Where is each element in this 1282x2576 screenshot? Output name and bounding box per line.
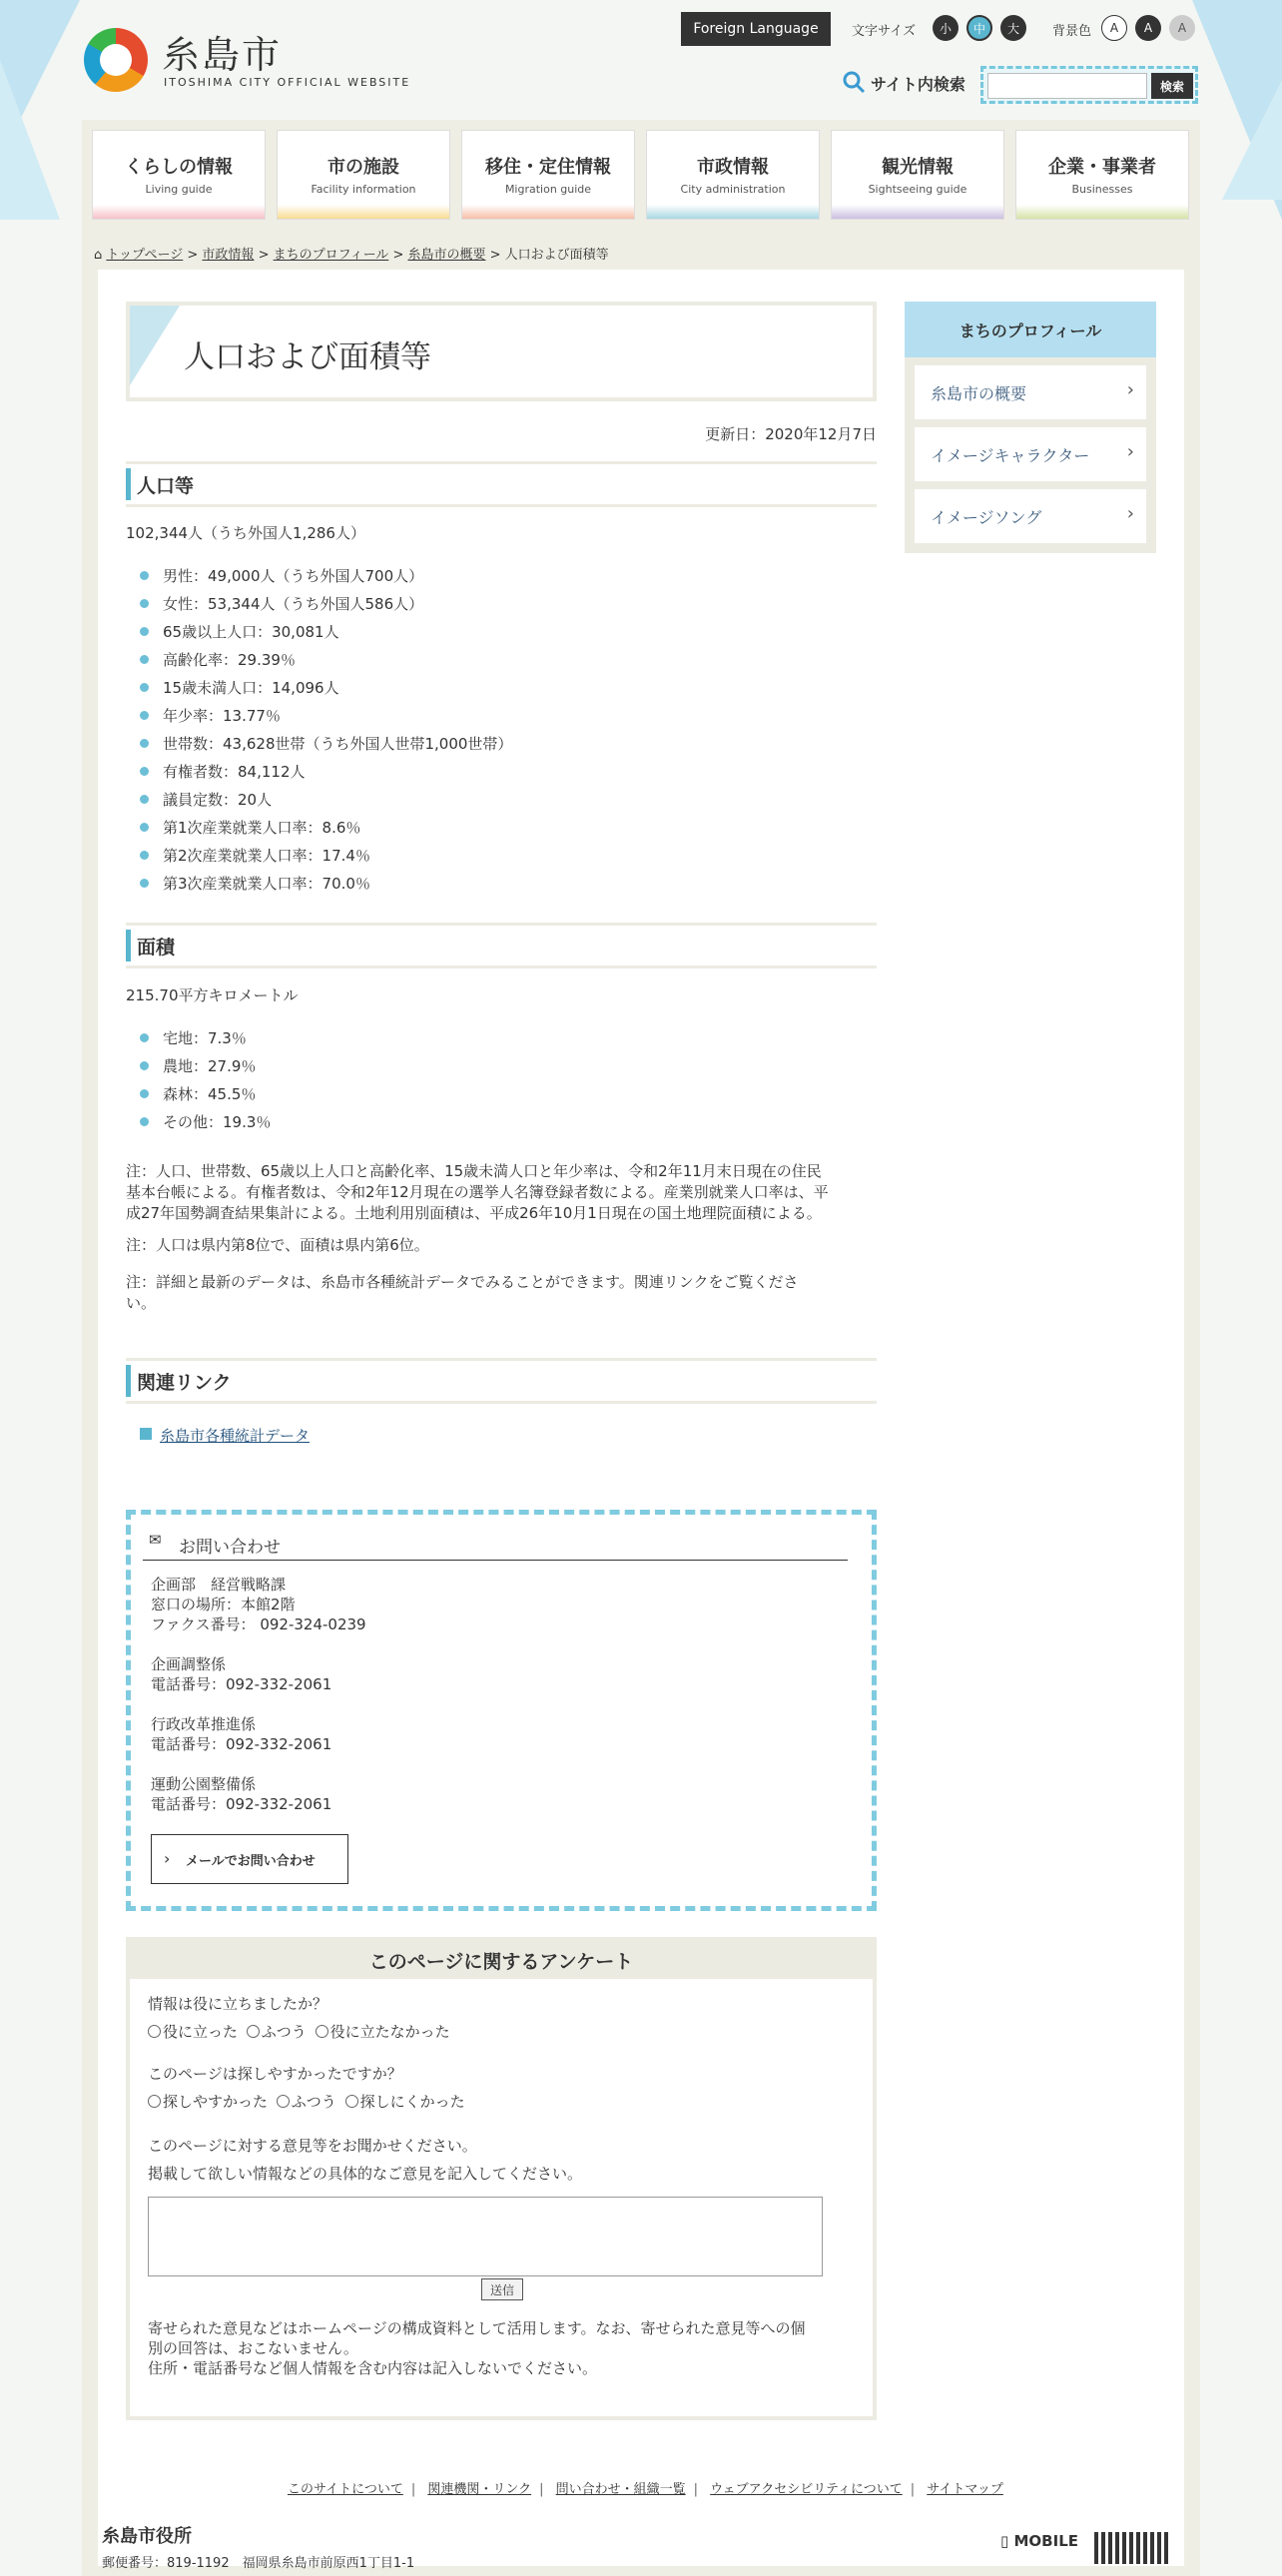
- heading-accent-bar: [126, 930, 131, 962]
- footer-link-related[interactable]: 関連機関・リンク: [427, 2482, 532, 2497]
- list-item: [140, 620, 339, 642]
- bullet-icon: [140, 879, 149, 888]
- footer-link-about[interactable]: このサイトについて: [288, 2482, 403, 2497]
- bullet-icon: [140, 1061, 149, 1070]
- area-total: 215.70平方キロメートル: [126, 986, 299, 1004]
- mail-icon: ✉: [149, 1531, 162, 1549]
- footer-link-sitemap[interactable]: サイトマップ: [927, 2482, 1003, 2497]
- site-title[interactable]: 糸島市: [162, 33, 283, 77]
- nav-sublabel: Living guide: [145, 183, 213, 196]
- bullet-icon: [140, 767, 149, 776]
- bullet-icon: [140, 823, 149, 832]
- nav-businesses[interactable]: [1015, 130, 1189, 220]
- note-1-line: 成27年国勢調査結果集計による。土地利用別面積は、平成26年10月1日現在の国土地理院面積による。: [126, 1204, 822, 1222]
- nav-color-band: [832, 205, 1003, 219]
- mobile-text: MOBILE: [1013, 2532, 1078, 2550]
- section-heading-population: [126, 461, 877, 507]
- survey-q1-option[interactable]: [148, 2021, 238, 2042]
- site-search-label: サイト内検索: [871, 75, 965, 94]
- survey-box: [126, 1937, 877, 2420]
- text-size-small-button[interactable]: 小: [933, 15, 959, 41]
- note-1: [126, 1161, 877, 1224]
- list-item: [140, 732, 512, 754]
- survey-q2-options: [148, 2091, 469, 2112]
- contact-box: [126, 1510, 877, 1911]
- footer-separator: |: [410, 2482, 416, 2497]
- list-item-text: 高齢化率：29.39％: [163, 650, 296, 669]
- bullet-icon: [140, 795, 149, 804]
- survey-comment-textarea[interactable]: [148, 2197, 823, 2276]
- list-item-text: 第2次産業就業人口率：17.4％: [163, 846, 370, 865]
- survey-q3: このページに対する意見等をお聞かせください。: [148, 2137, 477, 2155]
- list-item: [140, 1054, 256, 1076]
- bg-color-gray-button[interactable]: A: [1169, 15, 1195, 41]
- footer-link-accessibility[interactable]: ウェブアクセシビリティについて: [710, 2482, 903, 2497]
- nav-label: くらしの情報: [125, 157, 233, 178]
- bullet-icon: [140, 683, 149, 692]
- note-3: [126, 1272, 877, 1314]
- radio-label: 探しやすかった: [163, 2093, 269, 2111]
- radio-icon: [148, 2095, 161, 2108]
- search-icon: [842, 70, 866, 94]
- site-subtitle: ITOSHIMA CITY OFFICIAL WEBSITE: [164, 76, 411, 89]
- mail-inquiry-label: メールでお問い合わせ: [186, 1853, 316, 1869]
- radio-label: 探しにくかった: [359, 2093, 465, 2111]
- section-heading-area: [126, 923, 877, 968]
- list-item: [140, 704, 281, 726]
- bg-color-label: 背景色: [1052, 24, 1092, 39]
- heading-text: 面積: [137, 937, 176, 959]
- chevron-right-icon: ›: [1126, 379, 1134, 400]
- survey-q2-option[interactable]: [277, 2091, 336, 2112]
- nav-label: 市政情報: [697, 157, 769, 178]
- survey-q1-options: [148, 2021, 454, 2042]
- radio-icon: [277, 2095, 290, 2108]
- survey-q3-sub: 掲載して欲しい情報などの具体的なご意見を記入してください。: [148, 2165, 583, 2183]
- survey-q1-option[interactable]: [247, 2021, 307, 2042]
- list-item: [140, 1110, 271, 1132]
- note-1-line: 注：人口、世帯数、65歳以上人口と高齢化率、15歳未満人口と年少率は、令和2年11月末日現在の住民: [126, 1162, 822, 1180]
- bullet-icon: [140, 1033, 149, 1042]
- survey-q2-option[interactable]: [148, 2091, 268, 2112]
- bg-color-black-button[interactable]: A: [1135, 15, 1161, 41]
- updated-date: 更新日：2020年12月7日: [705, 425, 877, 443]
- chevron-right-icon: ›: [1126, 503, 1134, 524]
- bg-color-white-button[interactable]: A: [1101, 15, 1127, 41]
- note-3-line: い。: [126, 1294, 157, 1312]
- nav-sublabel: Businesses: [1071, 183, 1133, 196]
- radio-label: ふつう: [291, 2093, 336, 2111]
- bullet-icon: [140, 627, 149, 636]
- contact-heading: [143, 1523, 848, 1561]
- nav-sublabel: City administration: [680, 183, 786, 196]
- home-icon: ⌂: [94, 248, 103, 263]
- note-3-line: 注：詳細と最新のデータは、糸島市各種統計データでみることができます。関連リンクをご覧くださ: [126, 1273, 799, 1291]
- bullet-icon: [140, 599, 149, 608]
- nav-label: 市の施設: [327, 157, 399, 178]
- bullet-icon: [140, 1089, 149, 1098]
- footer-address: 郵便番号：819-1192 福岡県糸島市前原西1丁目1-1: [102, 2556, 415, 2571]
- note-1-line: 基本台帳による。有権者数は、令和2年12月現在の選挙人名簿登録者数による。産業別就業人口率は、平: [126, 1183, 829, 1201]
- survey-notice: [148, 2318, 857, 2378]
- list-item-text: 有権者数：84,112人: [163, 762, 306, 781]
- footer-separator: |: [539, 2482, 544, 2497]
- population-total: 102,344人（うち外国人1,286人）: [126, 524, 365, 542]
- nav-color-band: [278, 205, 449, 219]
- survey-heading: このページに関するアンケート: [130, 1941, 873, 1979]
- nav-color-band: [462, 205, 634, 219]
- footer-nav: [280, 2478, 1011, 2497]
- survey-q2-option[interactable]: [345, 2091, 465, 2112]
- breadcrumb-link-profile[interactable]: まちのプロフィール: [273, 248, 389, 263]
- list-item: [140, 564, 423, 586]
- nav-sublabel: Sightseeing guide: [868, 183, 967, 196]
- heading-text: 関連リンク: [137, 1372, 232, 1394]
- nav-color-band: [93, 205, 265, 219]
- list-item: [140, 1026, 247, 1048]
- nav-sightseeing-guide[interactable]: [831, 130, 1004, 220]
- radio-label: ふつう: [261, 2023, 307, 2041]
- list-item: [140, 592, 423, 614]
- contact-section-name: 行政改革推進係: [151, 1715, 257, 1733]
- radio-icon: [247, 2025, 260, 2038]
- list-item-text: その他：19.3％: [163, 1112, 272, 1131]
- nav-facility-information[interactable]: [277, 130, 450, 220]
- search-input[interactable]: [987, 73, 1147, 99]
- contact-details: [151, 1575, 366, 1814]
- mobile-label: [1000, 2532, 1078, 2550]
- foreign-language-button[interactable]: Foreign Language: [681, 12, 831, 46]
- radio-icon: [345, 2095, 358, 2108]
- chevron-right-icon: ›: [1126, 441, 1134, 462]
- qr-code-icon: [1094, 2532, 1168, 2564]
- note-2: 注：人口は県内第8位で、面積は県内第6位。: [126, 1236, 429, 1254]
- contact-fax: ファクス番号： 092-324-0239: [151, 1615, 366, 1633]
- survey-q1-option[interactable]: [316, 2021, 450, 2042]
- list-item-text: 15歳未満人口：14,096人: [163, 678, 339, 697]
- list-item: [140, 676, 339, 698]
- footer-city-office: 糸島市役所: [102, 2526, 192, 2547]
- related-link-statistics[interactable]: 糸島市各種統計データ: [160, 1427, 311, 1445]
- list-item-text: 男性：49,000人（うち外国人700人）: [163, 566, 424, 585]
- sidebar-item-label: イメージソング: [931, 508, 1042, 527]
- nav-city-administration[interactable]: [646, 130, 820, 220]
- sidebar-heading: まちのプロフィール: [905, 302, 1156, 357]
- survey-send-button[interactable]: 送信: [481, 2278, 523, 2300]
- breadcrumb: ⌂ トップページ > 市政情報 > まちのプロフィール > 糸島市の概要 > 人口および面積等: [94, 248, 609, 263]
- list-item: [140, 648, 296, 670]
- nav-color-band: [647, 205, 819, 219]
- contact-heading-text: お問い合わせ: [179, 1538, 281, 1558]
- mail-inquiry-button[interactable]: [151, 1834, 348, 1884]
- bullet-icon: [140, 571, 149, 580]
- nav-label: 企業・事業者: [1048, 157, 1156, 178]
- bg-decoration-left-2: [0, 60, 60, 220]
- list-item: [140, 788, 272, 810]
- breadcrumb-link-top[interactable]: トップページ: [106, 248, 184, 263]
- bg-decoration-right-2: [1222, 80, 1282, 200]
- survey-notice-line: 住所・電話番号など個人情報を含む内容は記入しないでください。: [148, 2359, 598, 2377]
- chevron-right-icon: ›: [164, 1849, 171, 1868]
- list-item-text: 年少率：13.77％: [163, 706, 281, 725]
- contact-dept: 企画部 経営戦略課: [151, 1576, 287, 1594]
- sidebar-item-label: イメージキャラクター: [931, 446, 1090, 465]
- nav-sublabel: Facility information: [311, 183, 416, 196]
- survey-q1: 情報は役に立ちましたか？: [148, 1995, 328, 2013]
- list-item-text: 65歳以上人口：30,081人: [163, 622, 339, 641]
- nav-label: 移住・定住情報: [485, 157, 611, 178]
- city-logo-icon[interactable]: [84, 28, 148, 92]
- nav-migration-guide[interactable]: [461, 130, 635, 220]
- radio-icon: [148, 2025, 161, 2038]
- heading-text: 人口等: [137, 475, 195, 497]
- link-arrow-icon: [140, 1428, 152, 1440]
- list-item: [140, 1082, 256, 1104]
- text-size-medium-button[interactable]: 中: [966, 15, 992, 41]
- nav-sublabel: Migration guide: [504, 183, 592, 196]
- list-item-text: 第1次産業就業人口率：8.6％: [163, 818, 361, 837]
- search-button[interactable]: 検索: [1151, 73, 1193, 99]
- sidebar-item-overview[interactable]: [915, 365, 1146, 419]
- bullet-icon: [140, 711, 149, 720]
- list-item-text: 第3次産業就業人口率：70.0％: [163, 874, 370, 893]
- radio-icon: [316, 2025, 328, 2038]
- survey-notice-line: 別の回答は、おこないません。: [148, 2339, 358, 2357]
- bullet-icon: [140, 851, 149, 860]
- page-title: 人口および面積等: [184, 339, 431, 375]
- radio-label: 役に立った: [163, 2023, 239, 2041]
- contact-section-tel: 電話番号：092-332-2061: [151, 1735, 332, 1753]
- nav-label: 観光情報: [882, 157, 954, 178]
- sidebar-item-character[interactable]: [915, 427, 1146, 481]
- text-size-large-button[interactable]: 大: [1000, 15, 1026, 41]
- title-corner-decoration: [130, 306, 180, 385]
- breadcrumb-link-overview[interactable]: 糸島市の概要: [407, 248, 486, 263]
- sidebar-item-label: 糸島市の概要: [931, 384, 1027, 403]
- list-item: [140, 844, 370, 866]
- list-item-text: 議員定数：20人: [163, 790, 273, 809]
- nav-color-band: [1016, 205, 1188, 219]
- bullet-icon: [140, 655, 149, 664]
- radio-label: 役に立たなかった: [329, 2023, 450, 2041]
- footer-link-contact[interactable]: 問い合わせ・組織一覧: [555, 2482, 686, 2497]
- list-item-text: 宅地：7.3％: [163, 1028, 247, 1047]
- contact-section-name: 運動公園整備係: [151, 1775, 257, 1793]
- breadcrumb-link-city-admin[interactable]: 市政情報: [202, 248, 255, 263]
- heading-accent-bar: [126, 1365, 131, 1397]
- search-box: [980, 66, 1198, 104]
- list-item-text: 女性：53,344人（うち外国人586人）: [163, 594, 424, 613]
- list-item: [140, 760, 306, 782]
- list-item-text: 森林：45.5％: [163, 1084, 257, 1103]
- survey-notice-line: 寄せられた意見などはホームページの構成資料として活用します。なお、寄せられた意見等への個: [148, 2319, 806, 2337]
- nav-living-guide[interactable]: [92, 130, 266, 220]
- contact-section-tel: 電話番号：092-332-2061: [151, 1795, 332, 1813]
- contact-section-name: 企画調整係: [151, 1655, 227, 1673]
- page-title-box: [126, 302, 877, 401]
- bullet-icon: [140, 1117, 149, 1126]
- breadcrumb-current: 人口および面積等: [504, 248, 609, 263]
- contact-section-tel: 電話番号：092-332-2061: [151, 1675, 332, 1693]
- list-item: [140, 872, 370, 894]
- section-heading-related-links: [126, 1358, 877, 1404]
- footer-separator: |: [693, 2482, 699, 2497]
- list-item: [140, 816, 360, 838]
- list-item-text: 世帯数：43,628世帯（うち外国人世帯1,000世帯）: [163, 734, 513, 753]
- heading-accent-bar: [126, 468, 131, 500]
- sidebar-menu: [905, 357, 1156, 553]
- footer-separator: |: [910, 2482, 916, 2497]
- sidebar-item-song[interactable]: [915, 489, 1146, 543]
- list-item-text: 農地：27.9％: [163, 1056, 257, 1075]
- survey-q2: このページは探しやすかったですか？: [148, 2065, 402, 2083]
- contact-location: 窓口の場所：本館2階: [151, 1596, 296, 1613]
- text-size-label: 文字サイズ: [852, 24, 916, 39]
- mobile-phone-icon: ▯: [1000, 2532, 1009, 2550]
- bullet-icon: [140, 739, 149, 748]
